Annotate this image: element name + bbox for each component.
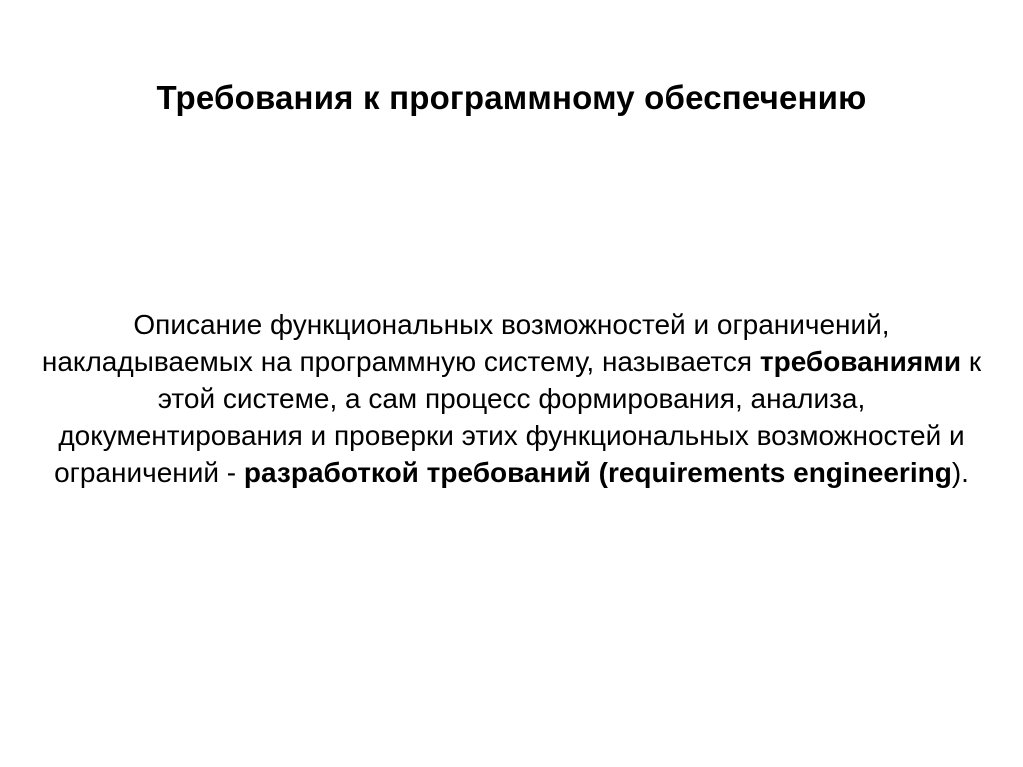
slide-body-paragraph [40,306,983,491]
term-requirements: требованиями [759,346,962,377]
paragraph-text-part-1: Описание функциональных возможностей и ограничений, накладываемых на программную систему, называется [41,309,890,377]
term-requirements-engineering: разработкой требований (requirements engineering [243,457,952,488]
paragraph-text-part-2: к этой системе, а сам процесс формирования, анализа, документирования и проверки этих функциональных возможностей и ограничений - [54,346,982,488]
slide-title: Требования к программному обеспечению [156,79,867,116]
paragraph-text-part-3: ). [951,457,969,488]
